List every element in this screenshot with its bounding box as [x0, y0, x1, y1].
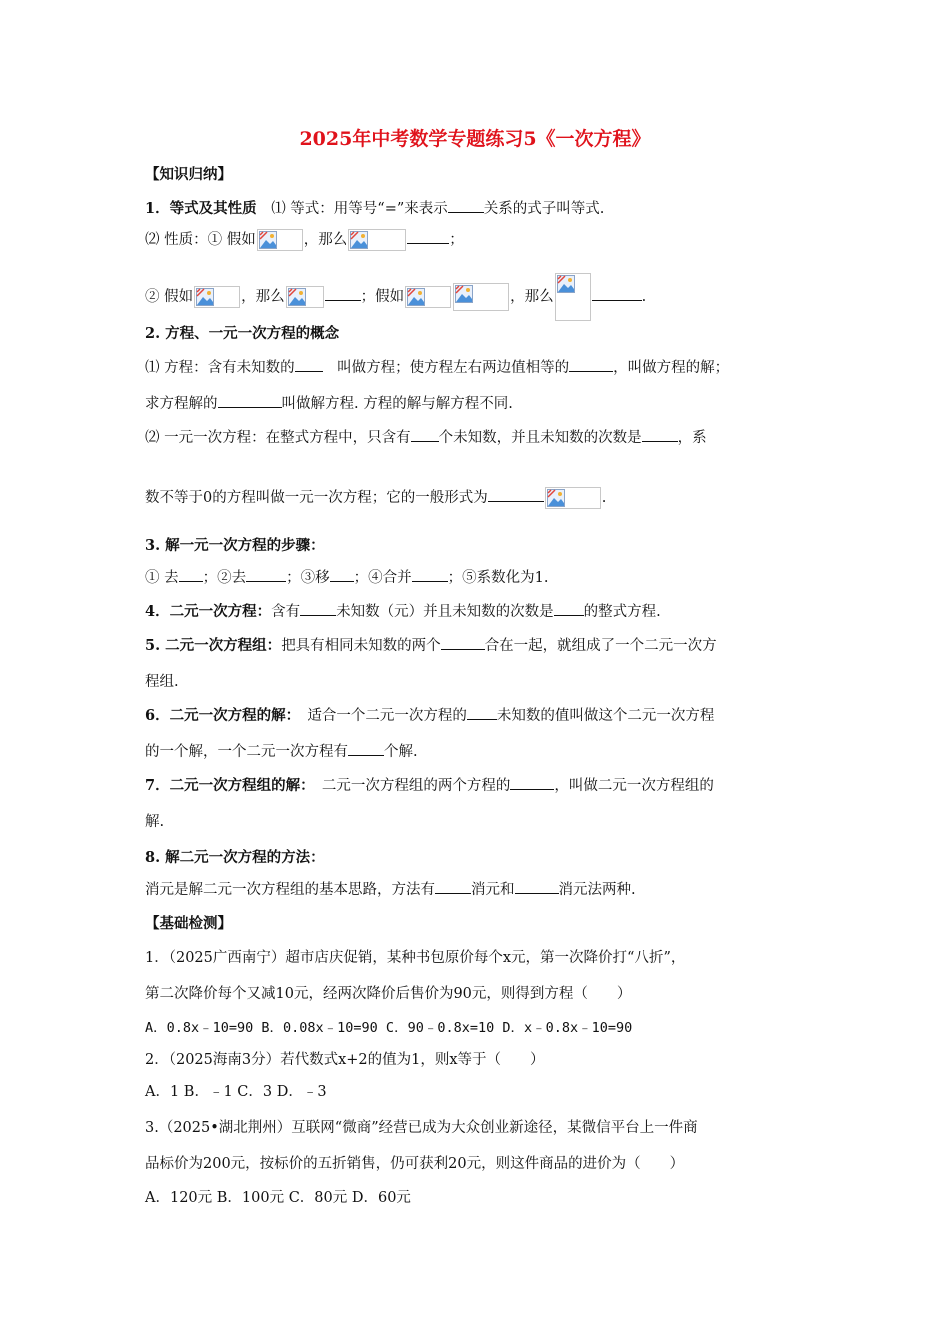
k2-heading: 2. 方程、一元一次方程的概念 — [145, 325, 340, 342]
blank — [300, 601, 336, 616]
k6-heading: 6．二元一次方程的解： — [145, 707, 293, 724]
formula-image — [257, 229, 303, 251]
q1-line-2: 第二次降价每个又减10元，经两次降价后售价为90元，则得到方程（ ） — [145, 986, 632, 1002]
k6-line-2 — [145, 740, 815, 761]
k4-line — [145, 600, 815, 621]
k3-steps — [145, 566, 815, 587]
k1c-text-1: ② 假如 — [145, 289, 194, 305]
blank — [325, 286, 361, 301]
k2-text: 叫做方程；使方程左右两边值相等的 — [337, 360, 570, 376]
k2-text: ，叫做方程的解； — [613, 360, 730, 376]
k2-text: ⑴ 方程：含有未知数的 — [145, 360, 295, 376]
blank — [246, 567, 286, 582]
k8-line — [145, 878, 815, 899]
blank — [448, 198, 484, 213]
k5-line-1 — [145, 634, 815, 655]
formula-image — [348, 229, 406, 251]
blank — [348, 741, 384, 756]
blank — [592, 286, 642, 301]
k6-text: 未知数的值叫做这个二元一次方程 — [496, 708, 715, 724]
formula-image — [194, 286, 240, 308]
k2-line-4 — [145, 486, 815, 509]
blank — [515, 879, 559, 894]
k1-heading: 1．等式及其性质 — [145, 200, 257, 217]
k1c-text-4: ，那么 — [510, 289, 554, 305]
k6-text: 适合一个二元一次方程的 — [307, 708, 467, 724]
k1b-text-1: ⑵ 性质：① 假如 — [145, 232, 256, 248]
k2-text: 叫做解方程. 方程的解与解方程不同. — [281, 396, 513, 412]
k1-text-2: 关系的式子叫等式. — [483, 201, 605, 217]
k5-heading: 5. 二元一次方程组： — [145, 637, 282, 654]
broken-image-icon — [196, 288, 214, 306]
k8-text: 消元法两种. — [558, 882, 636, 898]
k2-line-1 — [145, 356, 815, 377]
section-knowledge: 【知识归纳】 — [145, 166, 232, 183]
blank — [441, 635, 485, 650]
formula-image — [555, 273, 591, 321]
k3-step: ；③移 — [286, 570, 330, 586]
k2-text: 数不等于0的方程叫做一元一次方程；它的一般形式为 — [145, 490, 488, 506]
k1c-text-5: . — [641, 289, 647, 305]
blank — [554, 601, 584, 616]
formula-image — [545, 487, 601, 509]
q2-options: A．1 B．﹣1 C．3 D．﹣3 — [145, 1084, 327, 1100]
q2-line-1: 2．（2025海南3分）若代数式x+2的值为1，则x等于（ ） — [145, 1052, 545, 1068]
blank — [569, 357, 613, 372]
k1c-text-2: ，那么 — [241, 289, 285, 305]
k2-text: 个未知数，并且未知数的次数是 — [438, 430, 642, 446]
k3-step: ；④合并 — [353, 570, 412, 586]
formula-image — [405, 286, 451, 308]
broken-image-icon — [547, 489, 565, 507]
k2-line-3 — [145, 426, 815, 447]
k2-line-2 — [145, 392, 815, 413]
k6-text: 个解. — [384, 744, 418, 760]
k2-text: ⑵ 一元一次方程：在整式方程中，只含有 — [145, 430, 411, 446]
k7-text: 二元一次方程组的两个方程的 — [321, 778, 511, 794]
k1b-line — [145, 228, 815, 251]
k7-heading: 7．二元一次方程组的解： — [145, 777, 308, 794]
broken-image-icon — [350, 231, 368, 249]
k8-text: 消元是解二元一次方程组的基本思路，方法有 — [145, 882, 435, 898]
k7-line-2: 解. — [145, 814, 165, 830]
blank — [435, 879, 471, 894]
k6-line-1 — [145, 704, 815, 725]
formula-image — [453, 283, 509, 311]
q3-line-1: 3.（2025•湖北荆州）互联网“微商”经营已成为大众创业新途径，某微信平台上一件商 — [145, 1120, 698, 1136]
broken-image-icon — [288, 288, 306, 306]
k3-step: ；②去 — [202, 570, 247, 586]
q1-line-1: 1．（2025广西南宁）超市店庆促销，某种书包原价每个x元，第一次降价打“八折”， — [145, 950, 686, 966]
k7-line-1 — [145, 774, 815, 795]
blank — [488, 487, 544, 502]
broken-image-icon — [407, 288, 425, 306]
k3-step: ；⑤系数化为1. — [447, 570, 549, 586]
q3-line-2: 品标价为200元，按标价的五折销售，仍可获利20元，则这件商品的进价为（ ） — [145, 1156, 685, 1172]
k8-text: 消元和 — [471, 882, 515, 898]
k2-text: 求方程解的 — [145, 396, 218, 412]
k3-heading: 3. 解一元一次方程的步骤： — [145, 537, 325, 554]
k1-text-1: ⑴ 等式：用等号“=”来表示 — [271, 201, 448, 217]
page-title: 2025年中考数学专题练习5《一次方程》 — [299, 128, 651, 150]
blank — [295, 357, 323, 372]
k1b-text-2: ，那么 — [303, 232, 348, 248]
k8-heading: 8. 解二元一次方程的方法： — [145, 849, 325, 866]
blank — [179, 567, 203, 582]
k4-text: 含有 — [271, 604, 301, 620]
blank — [218, 393, 282, 408]
blank — [642, 427, 678, 442]
k5-text: 把具有相同未知数的两个 — [281, 638, 441, 654]
k2-text: ，系 — [677, 430, 707, 446]
k6-text: 的一个解，一个二元一次方程有 — [145, 744, 348, 760]
k7-text: ，叫做二元一次方程组的 — [554, 778, 714, 794]
k4-text: 的整式方程. — [583, 604, 661, 620]
blank — [330, 567, 354, 582]
q1-options: A．0.8x﹣10=90 B．0.08x﹣10=90 C．90﹣0.8x=10 D．x﹣0.8x﹣10=90 — [145, 1020, 633, 1036]
blank — [510, 775, 554, 790]
broken-image-icon — [455, 285, 473, 303]
broken-image-icon — [557, 275, 575, 293]
k5-text: 合在一起，就组成了一个二元一次方 — [484, 638, 717, 654]
k4-heading: 4．二元一次方程： — [145, 603, 272, 620]
q3-options: A．120元 B．100元 C．80元 D．60元 — [145, 1190, 411, 1206]
blank — [407, 229, 449, 244]
k5-line-2: 程组. — [145, 674, 179, 690]
k1-line — [145, 197, 815, 218]
k3-step: ① 去 — [145, 570, 179, 586]
k1b-text-3: ； — [449, 232, 464, 248]
k2-text: . — [601, 490, 607, 506]
k1c-text-3: ；假如 — [360, 289, 405, 305]
broken-image-icon — [259, 231, 277, 249]
section-basic: 【基础检测】 — [145, 915, 232, 932]
blank — [412, 567, 448, 582]
blank — [411, 427, 439, 442]
formula-image — [286, 286, 324, 308]
k4-text: 未知数（元）并且未知数的次数是 — [336, 604, 554, 620]
k1c-line — [145, 273, 815, 321]
blank — [467, 705, 497, 720]
